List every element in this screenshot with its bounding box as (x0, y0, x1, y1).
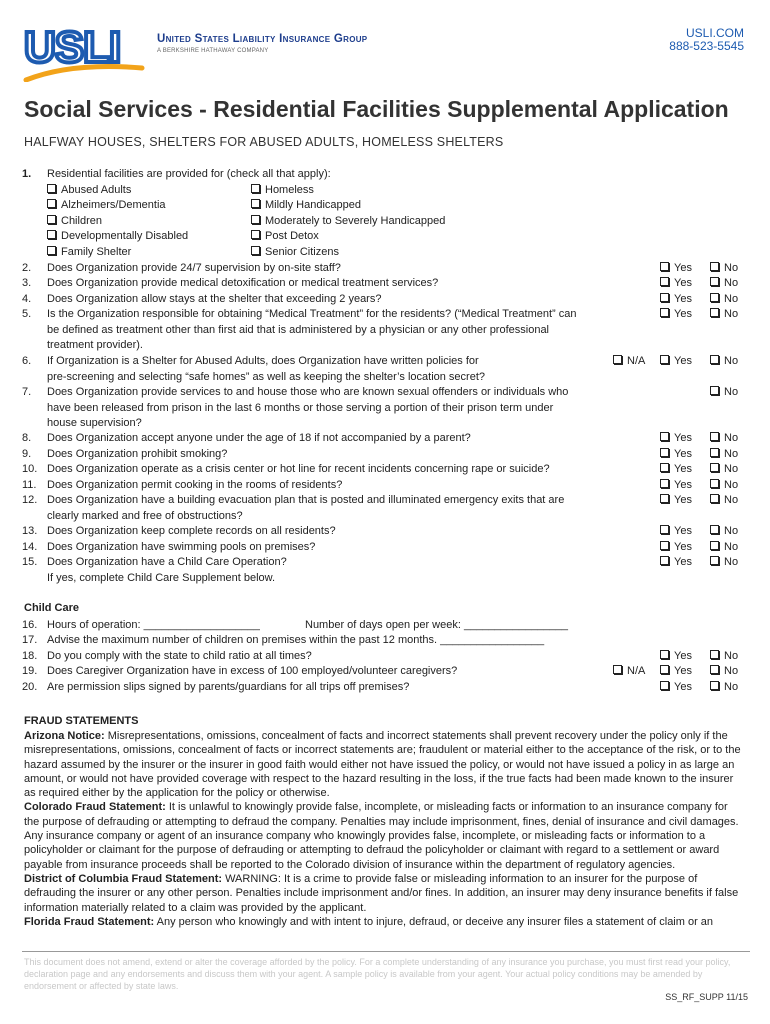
question-text-line: Does Organization have a Child Care Operation? (47, 556, 287, 568)
question-8 (22, 431, 612, 447)
question-11 (22, 478, 612, 494)
question-18 (22, 649, 722, 665)
child-care-heading: Child Care (24, 602, 80, 614)
question-text-line: Does Organization operate as a crisis center or hot line for recent incidents concerning rape or suicide? (47, 463, 550, 475)
yes-label: Yes (674, 494, 692, 506)
colorado-text: It is unlawful to knowingly provide false, incomplete, or misleading facts or information to an insurance company for the purpose of defrauding or attempting to defraud the company. Penalties may include imprisonment, fines, denial of insurance and civil damages. Any insurance company or agent of an insurance company who knowingly provides false, incomplete, or misleading facts or information to a policyholder or claimant for the purpose of defrauding or attempting to defraud the policyholder or claimant with regard to a settlement or award payable from insurance proceeds shall be reported to the Colorado division of insurance within the department of regulatory agencies. (24, 801, 739, 871)
yes-label: Yes (674, 556, 692, 568)
checkbox[interactable] (613, 665, 622, 674)
q18-yes[interactable] (660, 649, 692, 665)
company-name: United States Liability Insurance Group (157, 33, 368, 45)
q6-no[interactable] (710, 354, 738, 370)
option-abused-adults[interactable] (47, 183, 131, 199)
no-label: No (724, 432, 739, 444)
no-label: No (724, 386, 739, 398)
footer-divider (22, 951, 750, 952)
checkbox[interactable] (660, 463, 669, 472)
question-number: 7. (22, 386, 32, 398)
question-7 (22, 385, 612, 432)
checkbox[interactable] (660, 556, 669, 565)
checkbox[interactable] (660, 277, 669, 286)
question-number: 4. (22, 293, 32, 305)
yes-label: Yes (674, 432, 692, 444)
checkbox[interactable] (710, 277, 719, 286)
checkbox[interactable] (660, 525, 669, 534)
yes-label: Yes (674, 479, 692, 491)
no-label: No (724, 355, 739, 367)
question-number: 15. (22, 556, 38, 568)
q19-no[interactable] (710, 664, 738, 680)
question-number: 11. (22, 479, 37, 491)
option-label: Family Shelter (61, 246, 132, 258)
option-label: Post Detox (265, 230, 319, 242)
question-number: 2. (22, 262, 32, 274)
question-5 (22, 307, 612, 354)
q12-yes[interactable] (660, 493, 692, 509)
question-20 (22, 680, 722, 696)
yes-label: Yes (674, 541, 692, 553)
checkbox[interactable] (660, 479, 669, 488)
question-number: 20. (22, 681, 38, 693)
option-label: Senior Citizens (265, 246, 339, 258)
question-text: Are permission slips signed by parents/guardians for all trips off premises? (47, 681, 410, 693)
question-text: Residential facilities are provided for (check all that apply): (47, 168, 331, 180)
question-number: 16. (22, 619, 38, 631)
q15-no[interactable] (710, 555, 738, 571)
question-text-line: Does Organization permit cooking in the rooms of residents? (47, 479, 343, 491)
question-2 (22, 261, 612, 277)
checkbox[interactable] (710, 432, 719, 441)
option-alzheimers[interactable] (47, 198, 166, 214)
colorado-statement (24, 800, 746, 871)
checkbox[interactable] (251, 184, 260, 193)
checkbox[interactable] (710, 448, 719, 457)
option-label: Children (61, 215, 102, 227)
question-text-line: Does Organization allow stays at the shelter that exceeding 2 years? (47, 293, 382, 305)
no-label: No (724, 681, 739, 693)
arizona-text: Misrepresentations, omissions, concealment of facts and incorrect statements shall prevent recovery under the policy only if the misrepresentations, omissions, concealment of facts or incorrect statements are; fraudulent or material either to the acceptance of the risk, or to the hazard assumed by the insurer or the insurer in good faith would either not have issued the policy, or would not have issued a policy in as large an amount, or would not have provided coverage with respect to the hazard resulting in the loss, if the true facts had been made known to the insurer as required either by the application for the policy or otherwise. (24, 730, 741, 800)
q4-no[interactable] (710, 292, 738, 308)
question-text: Does Caregiver Organization have in excess of 100 employed/volunteer caregivers? (47, 665, 458, 677)
yes-label: Yes (674, 355, 692, 367)
question-text-line: house supervision? (47, 417, 142, 429)
checkbox[interactable] (47, 199, 56, 208)
checkbox[interactable] (660, 541, 669, 550)
checkbox[interactable] (660, 355, 669, 364)
yes-label: Yes (674, 308, 692, 320)
q2-yes[interactable] (660, 261, 692, 277)
question-10 (22, 462, 612, 478)
q10-yes[interactable] (660, 462, 692, 478)
florida-statement (24, 915, 746, 929)
q10-no[interactable] (710, 462, 738, 478)
page-subtitle: HALFWAY HOUSES, SHELTERS FOR ABUSED ADULTS, HOMELESS SHELTERS (24, 135, 504, 149)
checkbox[interactable] (47, 215, 56, 224)
yes-label: Yes (674, 681, 692, 693)
checkbox[interactable] (710, 293, 719, 302)
q9-no[interactable] (710, 447, 738, 463)
q3-yes[interactable] (660, 276, 692, 292)
question-text-line: Does Organization provide services to and house those who are known sexual offenders or individuals who (47, 386, 569, 398)
q8-no[interactable] (710, 431, 738, 447)
yes-label: Yes (674, 293, 692, 305)
fraud-heading: FRAUD STATEMENTS (24, 715, 139, 727)
question-text-line: Does Organization accept anyone under the age of 18 if not accompanied by a parent? (47, 432, 471, 444)
question-9 (22, 447, 612, 463)
max-children-field[interactable]: Advise the maximum number of children on premises within the past 12 months. _________________ (47, 634, 545, 646)
checkbox[interactable] (660, 650, 669, 659)
question-text-line: clearly marked and free of obstructions? (47, 509, 243, 522)
question-text-line: have been released from prison in the last 6 months or those serving a portion of their prison term under (47, 401, 554, 414)
question-12 (22, 493, 612, 524)
question-text-line: Does Organization keep complete records on all residents? (47, 525, 336, 537)
q15-yes[interactable] (660, 555, 692, 571)
question-15 (22, 555, 612, 586)
checkbox[interactable] (710, 262, 719, 271)
no-label: No (724, 463, 739, 475)
checkbox[interactable] (660, 681, 669, 690)
checkbox[interactable] (660, 665, 669, 674)
arizona-label: Arizona Notice: (24, 730, 105, 742)
question-13 (22, 524, 612, 540)
question-text-line: Does Organization provide 24/7 supervision by on-site staff? (47, 262, 341, 274)
phone-number: 888-523-5545 (669, 39, 744, 53)
no-label: No (724, 308, 739, 320)
logo-letters: USLI (24, 23, 121, 72)
q6-na[interactable] (613, 354, 645, 370)
question-text-line: treatment provider). (47, 339, 143, 351)
q2-no[interactable] (710, 261, 738, 277)
q5-yes[interactable] (660, 307, 692, 323)
question-4 (22, 292, 612, 308)
dc-text: WARNING: It is a crime to provide false or misleading information to an insurer for the purpose of defrauding the insurer or any other person. Penalties include imprisonment and/or fines. In addition, an insurer may deny insurance benefits if false information materially related to a claim was provided by the applicant. (24, 872, 739, 914)
question-number: 5. (22, 308, 32, 320)
option-family-shelter[interactable] (47, 245, 131, 261)
question-text-line: pre-screening and selecting “safe homes” as well as keeping the shelter’s location secret? (47, 370, 485, 383)
q6-yes[interactable] (660, 354, 692, 370)
question-number: 18. (22, 650, 38, 662)
option-children[interactable] (47, 214, 102, 230)
no-label: No (724, 541, 739, 553)
no-label: No (724, 494, 739, 506)
option-mildly-handicapped[interactable] (251, 198, 361, 214)
hours-of-operation-field[interactable]: Hours of operation: ___________________ (47, 619, 260, 631)
q4-yes[interactable] (660, 292, 692, 308)
no-label: No (724, 448, 739, 460)
florida-label: Florida Fraud Statement: (24, 915, 155, 928)
yes-label: Yes (674, 665, 692, 677)
no-label: No (724, 650, 739, 662)
footer-disclaimer: This document does not amend, extend or alter the coverage afforded by the policy. For a complete understanding of any insurance you purchase, you must first read your policy, declaration page and any endorsements and discuss them with your agent. A sample policy is available from your agent. Your actual policy conditions may be amended by endorsement or affected by state laws. (24, 957, 731, 992)
checkbox[interactable] (710, 479, 719, 488)
form-code: SS_RF_SUPP 11/15 (665, 992, 748, 1002)
option-homeless[interactable] (251, 183, 314, 199)
option-label: Mildly Handicapped (265, 199, 361, 211)
yes-label: Yes (674, 525, 692, 537)
q13-yes[interactable] (660, 524, 692, 540)
option-senior-citizens[interactable] (251, 245, 339, 261)
q8-yes[interactable] (660, 431, 692, 447)
q19-na[interactable] (613, 664, 645, 680)
q19-yes[interactable] (660, 664, 692, 680)
q11-yes[interactable] (660, 478, 692, 494)
usli-logo (22, 18, 146, 82)
checkbox[interactable] (710, 494, 719, 503)
no-label: No (724, 556, 739, 568)
q5-no[interactable] (710, 307, 738, 323)
checkbox[interactable] (710, 525, 719, 534)
question-number: 6. (22, 355, 32, 367)
page-title: Social Services - Residential Facilities Supplemental Application (24, 96, 729, 122)
q20-no[interactable] (710, 680, 738, 696)
na-label: N/A (627, 355, 646, 367)
question-16 (22, 618, 722, 634)
no-label: No (724, 665, 739, 677)
colorado-label: Colorado Fraud Statement: (24, 801, 166, 814)
checkbox[interactable] (613, 355, 622, 364)
checkbox[interactable] (251, 199, 260, 208)
question-number: 14. (22, 541, 38, 553)
question-text-line: Does Organization provide medical detoxification or medical treatment services? (47, 277, 439, 289)
q13-no[interactable] (710, 524, 738, 540)
company-tagline: A BERKSHIRE HATHAWAY COMPANY (157, 48, 269, 54)
days-open-field[interactable]: Number of days open per week: _________________ (305, 619, 568, 631)
option-label: Abused Adults (61, 184, 132, 196)
yes-label: Yes (674, 277, 692, 289)
question-number: 9. (22, 448, 32, 460)
option-label: Alzheimers/Dementia (61, 199, 166, 211)
question-text: Do you comply with the state to child ratio at all times? (47, 650, 312, 662)
question-text-line: Does Organization have a building evacuation plan that is posted and illuminated emergency exits that are (47, 494, 565, 506)
q3-no[interactable] (710, 276, 738, 292)
checkbox[interactable] (710, 463, 719, 472)
yes-label: Yes (674, 448, 692, 460)
no-label: No (724, 525, 739, 537)
checkbox[interactable] (710, 665, 719, 674)
q12-no[interactable] (710, 493, 738, 509)
question-text-line: If yes, complete Child Care Supplement below. (47, 571, 276, 584)
checkbox[interactable] (47, 184, 56, 193)
checkbox[interactable] (710, 650, 719, 659)
no-label: No (724, 479, 739, 491)
option-moderately-handicapped[interactable] (251, 214, 445, 230)
q14-no[interactable] (710, 540, 738, 556)
no-label: No (724, 277, 739, 289)
question-number: 10. (22, 463, 38, 475)
checkbox[interactable] (251, 246, 260, 255)
checkbox[interactable] (47, 246, 56, 255)
question-text-line: Is the Organization responsible for obtaining “Medical Treatment” for the residents? (“Medical Treatment” can (47, 308, 577, 320)
checkbox[interactable] (660, 432, 669, 441)
q20-yes[interactable] (660, 680, 692, 696)
question-number: 3. (22, 277, 32, 289)
question-3 (22, 276, 612, 292)
question-number: 12. (22, 494, 38, 506)
florida-text: Any person who knowingly and with intent to injure, defraud, or deceive any insurer files a statement of claim or an (154, 915, 714, 928)
q18-no[interactable] (710, 649, 738, 665)
website-link[interactable]: USLI.COM (685, 26, 744, 40)
question-number: 1. (22, 168, 32, 180)
dc-statement (24, 872, 746, 915)
question-number: 17. (22, 634, 38, 646)
checkbox[interactable] (710, 308, 719, 317)
dc-label: District of Columbia Fraud Statement: (24, 872, 223, 885)
checkbox[interactable] (710, 386, 719, 395)
fraud-statements (24, 729, 746, 929)
yes-label: Yes (674, 262, 692, 274)
checkbox[interactable] (710, 556, 719, 565)
checkbox[interactable] (47, 230, 56, 239)
question-number: 8. (22, 432, 32, 444)
question-text-line: If Organization is a Shelter for Abused Adults, does Organization have written policies for (47, 355, 479, 367)
option-label: Homeless (265, 184, 314, 196)
q9-yes[interactable] (660, 447, 692, 463)
question-14 (22, 540, 612, 556)
no-label: No (724, 293, 739, 305)
arizona-notice (24, 729, 746, 800)
question-number: 13. (22, 525, 38, 537)
contact-info (669, 27, 744, 53)
question-17 (22, 633, 722, 649)
checkbox[interactable] (660, 308, 669, 317)
option-label: Moderately to Severely Handicapped (265, 215, 446, 227)
option-developmentally-disabled[interactable] (47, 229, 188, 245)
checkbox[interactable] (660, 262, 669, 271)
checkbox[interactable] (710, 541, 719, 550)
question-text-line: be defined as treatment other than first aid that is administered by a physician or any other professional (47, 323, 550, 336)
option-label: Developmentally Disabled (61, 230, 189, 242)
q11-no[interactable] (710, 478, 738, 494)
question-number: 19. (22, 665, 38, 677)
yes-label: Yes (674, 463, 692, 475)
usli-logo-graphic (22, 18, 146, 82)
question-6 (22, 354, 612, 385)
checkbox[interactable] (251, 215, 260, 224)
checkbox[interactable] (710, 355, 719, 364)
checkbox[interactable] (660, 293, 669, 302)
checkbox[interactable] (660, 448, 669, 457)
q14-yes[interactable] (660, 540, 692, 556)
option-post-detox[interactable] (251, 229, 319, 245)
na-label: N/A (627, 665, 646, 677)
checkbox[interactable] (710, 681, 719, 690)
question-text-line: Does Organization have swimming pools on premises? (47, 541, 316, 553)
no-label: No (724, 262, 739, 274)
checkbox[interactable] (660, 494, 669, 503)
question-text-line: Does Organization prohibit smoking? (47, 448, 228, 460)
q7-no[interactable] (710, 385, 738, 401)
checkbox[interactable] (251, 230, 260, 239)
yes-label: Yes (674, 650, 692, 662)
